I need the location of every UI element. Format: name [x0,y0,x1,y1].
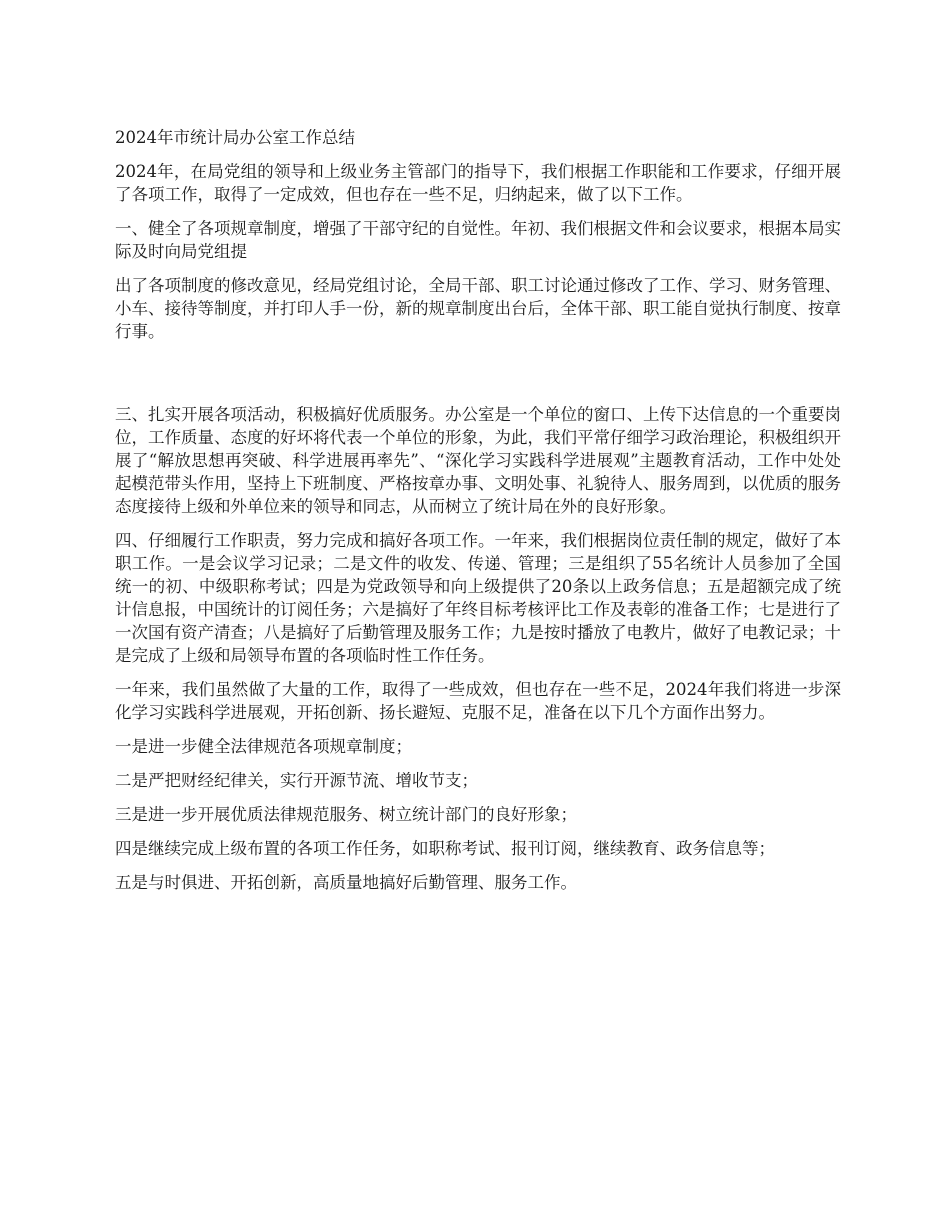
plan-item-five: 五是与时俱进、开拓创新，高质量地搞好后勤管理、服务工作。 [115,873,577,892]
plan-item-four: 四是继续完成上级布置的各项工作任务，如职称考试、报刊订阅，继续教育、政务信息等； [115,839,775,858]
section-one-heading-paragraph: 一、健全了各项规章制度，增强了干部守纪的自觉性。年初、我们根据文件和会议要求，根据本局实际及时向局党组提 [115,219,841,261]
document-page [115,126,841,905]
plan-item-two: 二是严把财经纪律关，实行开源节流、增收节支； [115,771,478,790]
plan-item-one: 一是进一步健全法律规范各项规章制度； [115,737,412,756]
section-three-paragraph: 三、扎实开展各项活动，积极搞好优质服务。办公室是一个单位的窗口、上传下达信息的一个重要岗位，工作质量、态度的好坏将代表一个单位的形象，为此，我们平常仔细学习政治理论，积极组织开展了“解放思想再突破、科学进展再率先”、“深化学习实践科学进展观”主题教育活动，工作中处处起模范带头作用，坚持上下班制度、严格按章办事、文明处事、礼貌待人、服务周到，以优质的服务态度接待上级和外单位来的领导和同志，从而树立了统计局在外的良好形象。 [115,405,841,516]
plan-item-three: 三是进一步开展优质法律规范服务、树立统计部门的良好形象； [115,805,577,824]
document-title: 2024年市统计局办公室工作总结 [115,128,355,147]
intro-paragraph: 2024年，在局党组的领导和上级业务主管部门的指导下，我们根据工作职能和工作要求，仔细开展了各项工作，取得了一定成效，但也存在一些不足，归纳起来，做了以下工作。 [115,162,841,204]
summary-paragraph: 一年来，我们虽然做了大量的工作，取得了一些成效，但也存在一些不足，2024年我们将进一步深化学习实践科学进展观，开拓创新、扬长避短、克服不足，准备在以下几个方面作出努力。 [115,680,841,722]
section-four-paragraph: 四、仔细履行工作职责，努力完成和搞好各项工作。一年来，我们根据岗位责任制的规定，做好了本职工作。一是会议学习记录；二是文件的收发、传递、管理；三是组织了55名统计人员参加了全国统一的初、中级职称考试；四是为党政领导和向上级提供了20条以上政务信息；五是超额完成了统计信息报，中国统计的订阅任务；六是搞好了年终目标考核评比工作及表彰的准备工作；七是进行了一次国有资产清查；八是搞好了后勤管理及服务工作；九是按时播放了电教片，做好了电教记录；十是完成了上级和局领导布置的各项临时性工作任务。 [115,531,841,665]
blank-gap [115,354,841,403]
section-one-continued-paragraph: 出了各项制度的修改意见，经局党组讨论，全局干部、职工讨论通过修改了工作、学习、财务管理、小车、接待等制度，并打印人手一份，新的规章制度出台后，全体干部、职工能自觉执行制度、按章行事。 [115,276,841,341]
